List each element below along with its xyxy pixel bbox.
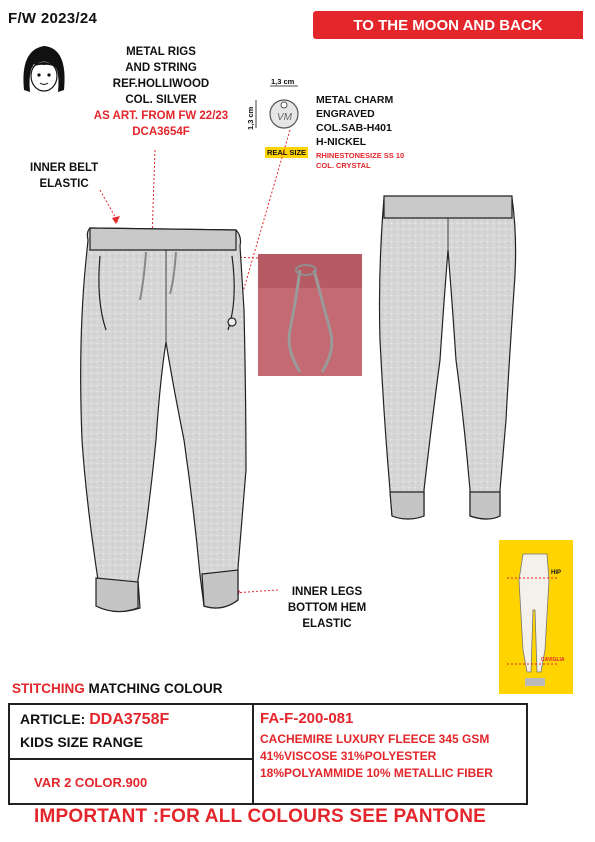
- charm-height: 1,3 cm: [246, 106, 255, 130]
- fabric-code: FA-F-200-081: [260, 710, 354, 727]
- fabric-composition: CACHEMIRE LUXURY FLEECE 345 GSM 41%VISCOSE 31%POLYESTER 18%POLYAMMIDE 10% METALLIC FIBER: [260, 732, 493, 780]
- charm-rhinestone-note: RHINESTONESIZE SS 10 COL. CRYSTAL: [316, 151, 405, 170]
- charm-note: METAL CHARM ENGRAVED COL.SAB-H401 H-NICKEL: [316, 94, 394, 148]
- mannequin-measure-diagram: [499, 540, 573, 694]
- real-size-badge: REAL SIZE: [267, 148, 307, 157]
- spec-divider: [252, 703, 254, 805]
- size-range: KIDS SIZE RANGE: [20, 734, 143, 750]
- season-label: F/W 2023/24: [8, 10, 98, 27]
- charm-width: 1,3 cm: [271, 77, 295, 86]
- spec-divider-h: [8, 758, 254, 760]
- back-view-pants: [380, 196, 516, 519]
- inner-belt-note: INNER BELT ELASTIC: [30, 162, 99, 190]
- ankle-label: CAVIGLIA: [541, 657, 565, 663]
- variant-color: VAR 2 COLOR.900: [34, 775, 148, 790]
- inner-legs-note: INNER LEGS BOTTOM HEM ELASTIC: [287, 586, 367, 630]
- stitching-note: STITCHING MATCHING COLOUR: [12, 681, 223, 696]
- metal-rigs-note: METAL RIGS AND STRING REF.HOLLIWOOD COL. SILVER AS ART. FROM FW 22/23 DCA3654F: [93, 46, 229, 138]
- brand-banner: TO THE MOON AND BACK: [313, 11, 583, 39]
- article-row: ARTICLE: DDA3758F: [20, 711, 170, 728]
- important-note: IMPORTANT :FOR ALL COLOURS SEE PANTONE: [34, 806, 486, 827]
- fabric-swatch-photo: [258, 254, 362, 376]
- front-view-pants: [81, 228, 246, 612]
- svg-text:VM: VM: [277, 112, 292, 123]
- hip-label: HIP: [551, 570, 562, 576]
